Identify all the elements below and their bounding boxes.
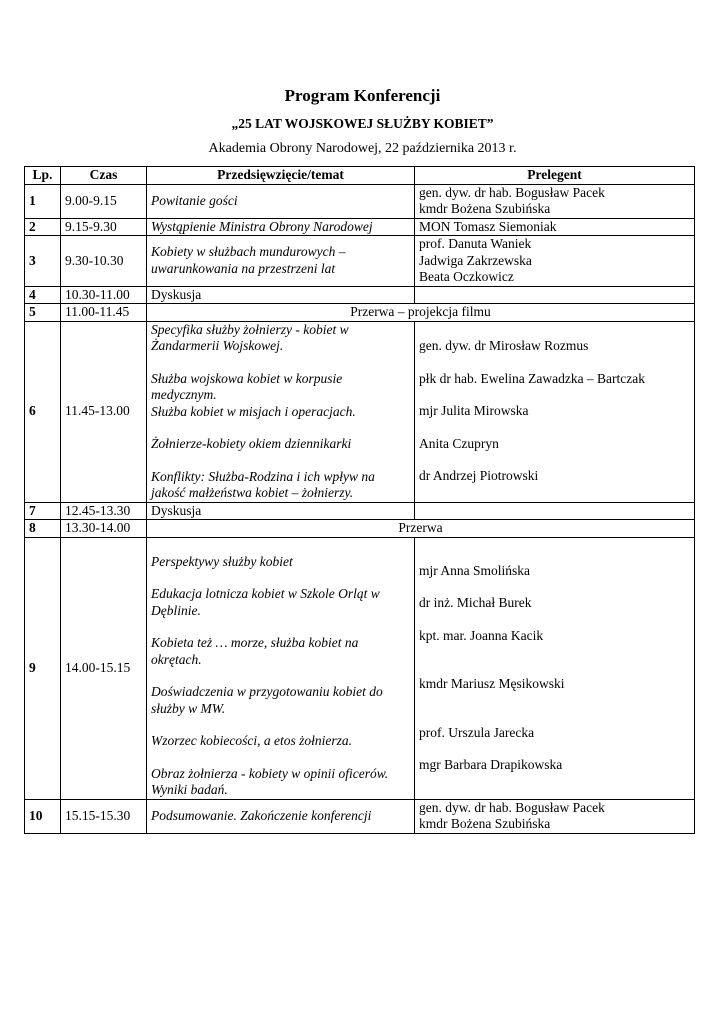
- row-time: 10.30-11.00: [61, 286, 147, 304]
- row-time: 9.00-9.15: [61, 184, 147, 218]
- program-table: [24, 166, 695, 834]
- row-number: 9: [25, 537, 61, 799]
- row-speaker: [415, 799, 695, 833]
- speaker-line: gen. dyw. dr hab. Bogusław Pacek: [419, 184, 605, 200]
- row-topic: Powitanie gości: [147, 184, 415, 218]
- row-number: 2: [25, 218, 61, 236]
- row-speaker: [415, 286, 695, 304]
- speaker-line: kmdr Bożena Szubińska: [419, 816, 551, 831]
- row-speaker: [415, 537, 695, 799]
- row-number: 3: [25, 236, 61, 287]
- header-time: Czas: [61, 167, 147, 185]
- row-speaker: MON Tomasz Siemoniak: [415, 218, 695, 236]
- topic-item: Żołnierze-kobiety okiem dziennikarki: [151, 436, 352, 451]
- speaker-line: mgr Barbara Drapikowska: [419, 757, 563, 772]
- topic-item: Służba wojskowa kobiet w korpusie medycznym.: [151, 370, 343, 402]
- row-topic: Dyskusja: [147, 286, 415, 304]
- row-number: 6: [25, 321, 61, 502]
- topic-item: Doświadczenia w przygotowaniu kobiet do służby w MW.: [151, 684, 383, 716]
- row-number: 1: [25, 184, 61, 218]
- header-lp: Lp.: [25, 167, 61, 185]
- row-time: 14.00-15.15: [61, 537, 147, 799]
- table-row: [25, 184, 695, 218]
- row-time: 15.15-15.30: [61, 799, 147, 833]
- row-speaker: [415, 502, 695, 520]
- row-topic: Podsumowanie. Zakończenie konferencji: [147, 799, 415, 833]
- speaker-line: mjr Julita Mirowska: [419, 403, 529, 419]
- table-row: [25, 304, 695, 322]
- header-speaker: Prelegent: [415, 167, 695, 185]
- speaker-line: Beata Oczkowicz: [419, 269, 514, 284]
- topic-item: Specyfika służby żołnierzy - kobiet w Żandarmerii Wojskowej.: [151, 321, 349, 353]
- row-time: 9.30-10.30: [61, 236, 147, 287]
- topic-item: Edukacja lotnicza kobiet w Szkole Orląt w Dęblinie.: [151, 586, 380, 618]
- row-speaker: [415, 184, 695, 218]
- table-header-row: [25, 167, 695, 185]
- row-speaker: [415, 236, 695, 287]
- row-speaker: [415, 321, 695, 502]
- venue-date: Akademia Obrony Narodowej, 22 października 2013 r.: [208, 141, 517, 156]
- table-row: [25, 520, 695, 538]
- table-row: [25, 321, 695, 502]
- speaker-line: dr inż. Michał Burek: [419, 595, 532, 610]
- row-number: 7: [25, 502, 61, 520]
- table-row: [25, 502, 695, 520]
- speaker-line: kmdr Mariusz Męsikowski: [419, 676, 565, 691]
- row-time: 12.45-13.30: [61, 502, 147, 520]
- row-number: 4: [25, 286, 61, 304]
- row-time: 9.15-9.30: [61, 218, 147, 236]
- speaker-line: Anita Czupryn: [419, 435, 499, 451]
- row-time: 13.30-14.00: [61, 520, 147, 538]
- topic-item: Perspektywy służby kobiet: [151, 553, 293, 569]
- row-time: 11.00-11.45: [61, 304, 147, 322]
- speaker-line: gen. dyw. dr Mirosław Rozmus: [419, 338, 589, 354]
- speaker-line: prof. Danuta Waniek: [419, 236, 532, 251]
- row-topic: [147, 321, 415, 502]
- row-topic: Kobiety w służbach mundurowych – uwarunkowania na przestrzeni lat: [147, 236, 415, 287]
- row-topic: Wystąpienie Ministra Obrony Narodowej: [147, 218, 415, 236]
- topic-item: Wzorzec kobiecości, a etos żołnierza.: [151, 733, 352, 748]
- speaker-line: kmdr Bożena Szubińska: [419, 201, 551, 216]
- speaker-line: gen. dyw. dr hab. Bogusław Pacek: [419, 799, 605, 815]
- break-label: Przerwa – projekcja filmu: [147, 304, 695, 322]
- row-topic: [147, 537, 415, 799]
- header-topic: Przedsięwzięcie/temat: [147, 167, 415, 185]
- row-number: 8: [25, 520, 61, 538]
- row-number: 5: [25, 304, 61, 322]
- topic-item: Kobieta też … morze, służba kobiet na okrętach.: [151, 635, 359, 667]
- table-row: [25, 799, 695, 833]
- row-number: 10: [25, 799, 61, 833]
- table-row: [25, 218, 695, 236]
- speaker-line: Jadwiga Zakrzewska: [419, 252, 532, 268]
- row-topic: Dyskusja: [147, 502, 415, 520]
- table-row: [25, 537, 695, 799]
- topic-item: Konflikty: Służba-Rodzina i ich wpływ na jakość małżeństwa kobiet – żołnierzy.: [151, 468, 375, 500]
- speaker-line: dr Andrzej Piotrowski: [419, 468, 539, 484]
- topic-item: Służba kobiet w misjach i operacjach.: [151, 403, 356, 419]
- speaker-line: mjr Anna Smolińska: [419, 562, 530, 578]
- table-row: [25, 236, 695, 287]
- speaker-line: prof. Urszula Jarecka: [419, 724, 535, 740]
- row-time: 11.45-13.00: [61, 321, 147, 502]
- speaker-line: kpt. mar. Joanna Kacik: [419, 627, 544, 643]
- break-label: Przerwa: [147, 520, 695, 538]
- table-row: [25, 286, 695, 304]
- topic-item: Obraz żołnierza - kobiety w opinii oficerów. Wyniki badań.: [151, 765, 389, 797]
- page-title: Program Konferencji: [284, 86, 441, 105]
- conference-subtitle: „25 LAT WOJSKOWEJ SŁUŻBY KOBIET”: [231, 116, 494, 131]
- speaker-line: płk dr hab. Ewelina Zawadzka – Bartczak: [419, 370, 646, 386]
